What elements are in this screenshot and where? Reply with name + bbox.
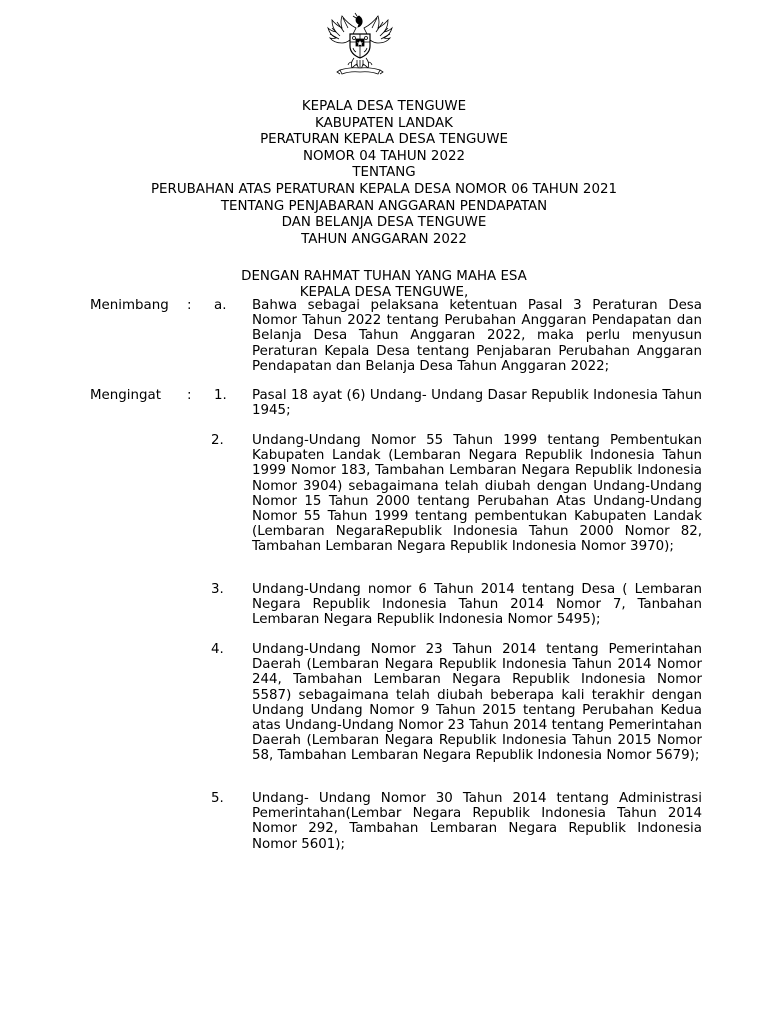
mengingat-item-marker: 1. <box>214 388 227 403</box>
mengingat-item-marker: 2. <box>211 433 224 448</box>
mengingat-item-text: Undang-Undang Nomor 55 Tahun 1999 tentang Pembentukan Kabupaten Landak (Lembaran Negara Republik Indonesia Tahun 1999 Nomor 183, Tambahan Lembaran Negara Republik Indonesia Nomor 3904) sebagaimana telah diubah dengan Undang-Undang Nomor 15 Tahun 2000 tentang Perubahan Atas Undang-Undang Nomor 55 Tahun 1999 tentang pembentukan Kabupaten Landak (Lembaran NegaraRepublik Indonesia Tahun 2000 Nomor 82, Tambahan Lembaran Negara Republik Indonesia Nomor 3970); <box>252 433 702 555</box>
header-line: TENTANG PENJABARAN ANGGARAN PENDAPATAN <box>220 198 548 214</box>
garuda-pancasila-emblem-icon <box>326 12 394 78</box>
header-line: PERUBAHAN ATAS PERATURAN KEPALA DESA NOMOR 06 TAHUN 2021 <box>150 181 618 197</box>
header-line: TENTANG <box>352 165 416 181</box>
menimbang-colon: : <box>187 298 192 313</box>
document-header <box>0 99 768 248</box>
mengingat-item-marker: 4. <box>211 642 224 657</box>
preamble-line: DENGAN RAHMAT TUHAN YANG MAHA ESA <box>241 269 527 284</box>
mengingat-item-marker: 3. <box>211 582 224 597</box>
mengingat-item-text: Undang-Undang Nomor 23 Tahun 2014 tentang Pemerintahan Daerah (Lembaran Negara Republik Indonesia Tahun 2014 Nomor 244, Tambahan Lembaran Negara Republik Indonesia Nomor 5587) sebagaimana telah diubah beberapa kali terakhir dengan Undang Undang Nomor 9 Tahun 2015 tentang Perubahan Kedua atas Undang-Undang Nomor 23 Tahun 2014 tentang Pemerintahan Daerah (Lembaran Negara Republik Indonesia Tahun 2015 Nomor 58, Tambahan Lembaran Negara Republik Indonesia Nomor 5679); <box>252 642 702 764</box>
mengingat-item-text: Undang- Undang Nomor 30 Tahun 2014 tentang Administrasi Pemerintahan(Lembar Negara Republik Indonesia Tahun 2014 Nomor 292, Tambahan Lembaran Negara Republik Indonesia Nomor 5601); <box>252 791 702 852</box>
mengingat-colon: : <box>187 388 192 403</box>
menimbang-label: Menimbang <box>90 298 169 313</box>
menimbang-item-text: Bahwa sebagai pelaksana ketentuan Pasal 3 Peraturan Desa Nomor Tahun 2022 tentang Perubahan Anggaran Pendapatan dan Belanja Desa Tahun Anggaran 2022, maka perlu menyusun Peraturan Kepala Desa tentang Penjabaran Perubahan Anggaran Pendapatan dan Belanja Desa Tahun Anggaran 2022; <box>252 298 702 374</box>
preamble <box>0 269 768 300</box>
preamble-line: KEPALA DESA TENGUWE, <box>299 284 469 300</box>
mengingat-item-text: Undang-Undang nomor 6 Tahun 2014 tentang Desa ( Lembaran Negara Republik Indonesia Tahun 2014 Nomor 7, Tanbahan Lembaran Negara Republik Indonesia Nomor 5495); <box>252 582 702 628</box>
header-line: KABUPATEN LANDAK <box>315 115 453 131</box>
mengingat-label: Mengingat <box>90 388 161 403</box>
header-line: KEPALA DESA TENGUWE <box>301 99 467 114</box>
header-line: PERATURAN KEPALA DESA TENGUWE <box>260 132 508 148</box>
menimbang-item-marker: a. <box>214 298 227 313</box>
mengingat-item-text: Pasal 18 ayat (6) Undang- Undang Dasar Republik Indonesia Tahun 1945; <box>252 388 702 419</box>
header-line: DAN BELANJA DESA TENGUWE <box>281 215 487 231</box>
header-line: NOMOR 04 TAHUN 2022 <box>302 148 466 164</box>
mengingat-item-marker: 5. <box>211 791 224 806</box>
header-line: TAHUN ANGGARAN 2022 <box>301 231 467 247</box>
